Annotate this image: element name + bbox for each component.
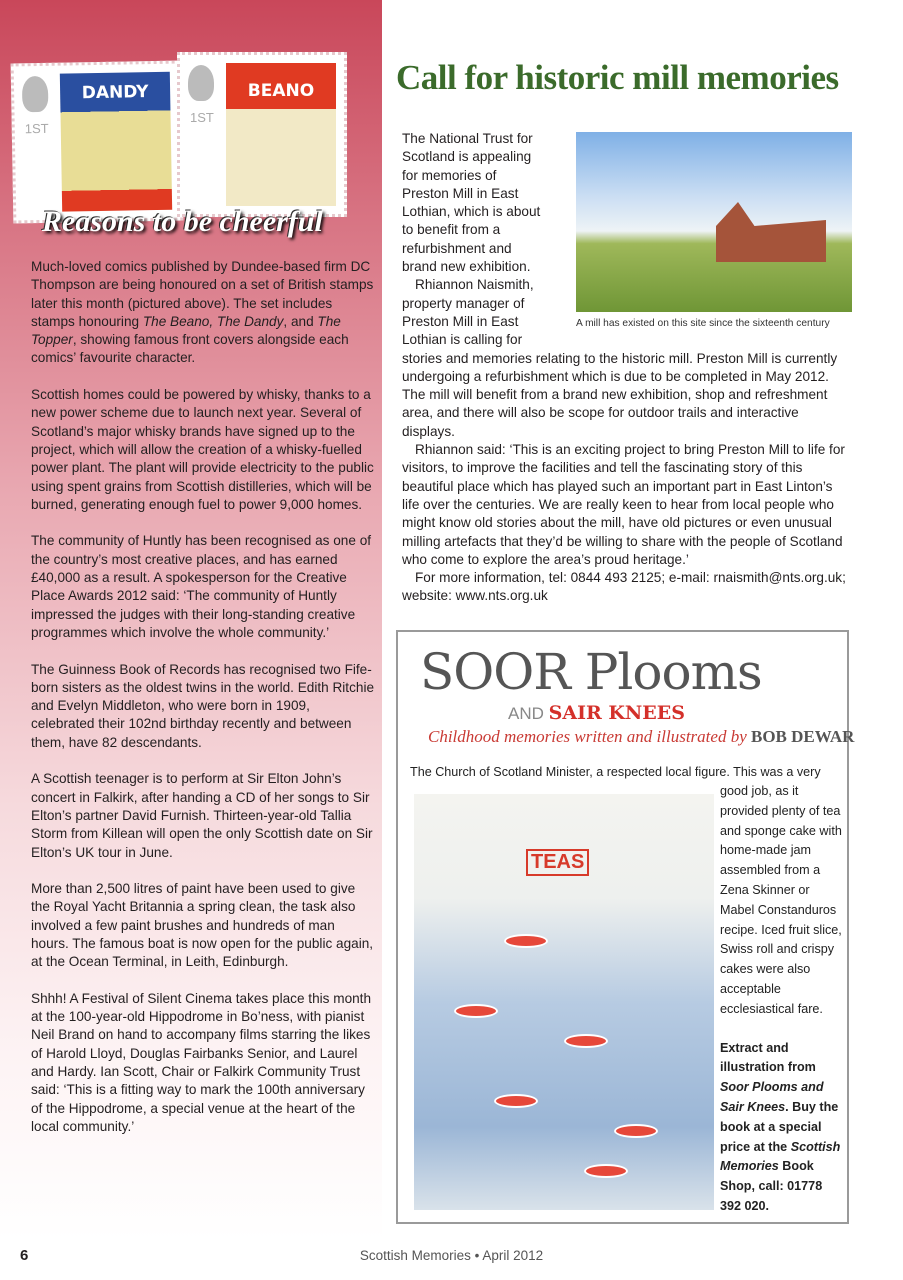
page-number: 6 [20, 1247, 29, 1264]
book-shop-note: Extract and illustration from Soor Plooms and Sair Knees. Buy the book at a special price at the Scottish Memories Book Shop, call: 01778 392 020. [720, 1040, 841, 1213]
article-title: Call for historic mill memories [396, 58, 839, 97]
news-item: A Scottish teenager is to perform at Sir Elton John’s concert in Falkirk, after handing a CD of her songs to Sir Elton’s partner David Furnish. Thirteen-year-old Tallia Storm from Killean will open the only Scottish date on Sir Elton’s UK tour in June. [31, 771, 373, 860]
queen-head-icon [188, 65, 214, 101]
article-paragraph: For more information, tel: 0844 493 2125; e-mail: rnaismith@nts.org.uk; website: www.nts.org.uk [402, 570, 846, 604]
news-item: Shhh! A Festival of Silent Cinema takes place this month at the 100-year-old Hippodrome in Bo’ness, with pianist Neil Brand on hand to accompany films starring the likes of Harold Lloyd, Douglas Fairbanks Senior, and Laurel and Hardy. Ian Scott, Chair or Falkirk Community Trust said: ‘This is a fitting way to mark the 100th anniversary of the Hippodrome, a special venue at the heart of the local community.’ [31, 990, 372, 1134]
news-item: Much-loved comics published by Dundee-based firm DC Thompson are being honoured on a set of British stamps later this month (pictured above). The set includes stamps honouring The Beano, The Dandy, and The Topper, showing famous front covers alongside each comics’ favourite character. [31, 259, 374, 366]
stamp-value: 1ST [190, 110, 214, 125]
article-paragraph: Rhiannon Naismith, property manager of Preston Mill in East Lothian is calling for stories and memories relating to the historic mill. Preston Mill is currently undergoing a refurbishment which is due to be completed in May 2012. The mill will benefit from a brand new exhibition, shop and refreshment area, and there will also be scope for outdoor trails and interactive displays. [402, 277, 838, 439]
news-item: The community of Huntly has been recognised as one of the country’s most creative places, and has earned £40,000 as a result. A spokesperson for the Creative Place Awards 2012 said: ‘The community of Huntly impressed the judges with their long-standing creative programmes which involve the whole community.’ [31, 533, 372, 640]
news-column-background [0, 0, 382, 1240]
news-item: Scottish homes could be powered by whisky, thanks to a new power scheme due to launch next year. Several of Scotland’s major whisky brands have signed up to the project, which will allow the creation of a whisky-fuelled power plant. The plant will provide electricity to the public using spent grains from Scottish distilleries, which will be burned, generating enough fuel to power 9,000 homes. [31, 387, 374, 512]
soor-plooms-box [396, 630, 855, 1224]
mill-photo-figure [576, 132, 852, 330]
dandy-cover-title: DANDY [81, 82, 149, 104]
article-paragraph: The National Trust for Scotland is appealing for memories of Preston Mill in East Lothian, which is about to benefit from a refurbishment and brand new exhibition. [402, 131, 541, 275]
mill-article [402, 130, 852, 606]
photo-caption: A mill has existed on this site since the sixteenth century [576, 318, 830, 329]
stamp-value: 1ST [24, 120, 49, 137]
book-title: SOOR Plooms [420, 643, 762, 701]
comic-stamps-image [12, 52, 362, 247]
dandy-stamp [11, 61, 184, 224]
news-item: The Guinness Book of Records has recognised two Fife-born sisters as the oldest twins in the world. Edith Ritchie and Evelyn Middleton, who were born in 1909, celebrated their 102nd birthday recently and between them, have 82 descendants. [31, 661, 375, 750]
beano-stamp [177, 52, 347, 217]
queen-head-icon [22, 76, 49, 112]
mill-photo [576, 132, 852, 312]
book-subtitle: AND SAIR KNEES [508, 702, 685, 724]
section-heading: Reasons to be cheerful [42, 205, 323, 238]
news-item: More than 2,500 litres of paint have been used to give the Royal Yacht Britannia a spring clean, the task also involved a few paint brushes and hundreds of man hours. The famous boat is now open for the public again, at the Ocean Terminal, in Leith, Edinburgh. [31, 881, 374, 970]
article-paragraph: Rhiannon said: ‘This is an exciting project to bring Preston Mill to life for visitors, to improve the facilities and tell the fascinating story of this beautiful place which has played such an important part in East Linton’s life over the centuries. We are really keen to hear from local people who might know old stories about the mill, have old pictures or even unusual milling artefacts that they’d be willing to share with the people of Scotland who come to explore the area’s proud heritage.’ [402, 442, 845, 567]
byline: Childhood memories written and illustrated by BOB DEWAR [428, 727, 855, 746]
news-items [31, 258, 376, 1155]
publication-footer: Scottish Memories • April 2012 [359, 1248, 544, 1263]
extract-body: good job, as it provided plenty of tea and sponge cake with home-made jam assembled from a Zena Skinner or Mabel Constanduros recipe. Iced fruit slice, Swiss roll and crispy cakes were also acceptable ecclesiastical fare. [720, 784, 842, 1016]
beano-cover-title: BEANO [247, 81, 315, 101]
extract-lead: The Church of Scotland Minister, a respected local figure. This was a very [410, 765, 821, 779]
extract-text [720, 782, 846, 1217]
tea-party-illustration [414, 794, 714, 1210]
teas-sign: TEAS [526, 849, 589, 876]
